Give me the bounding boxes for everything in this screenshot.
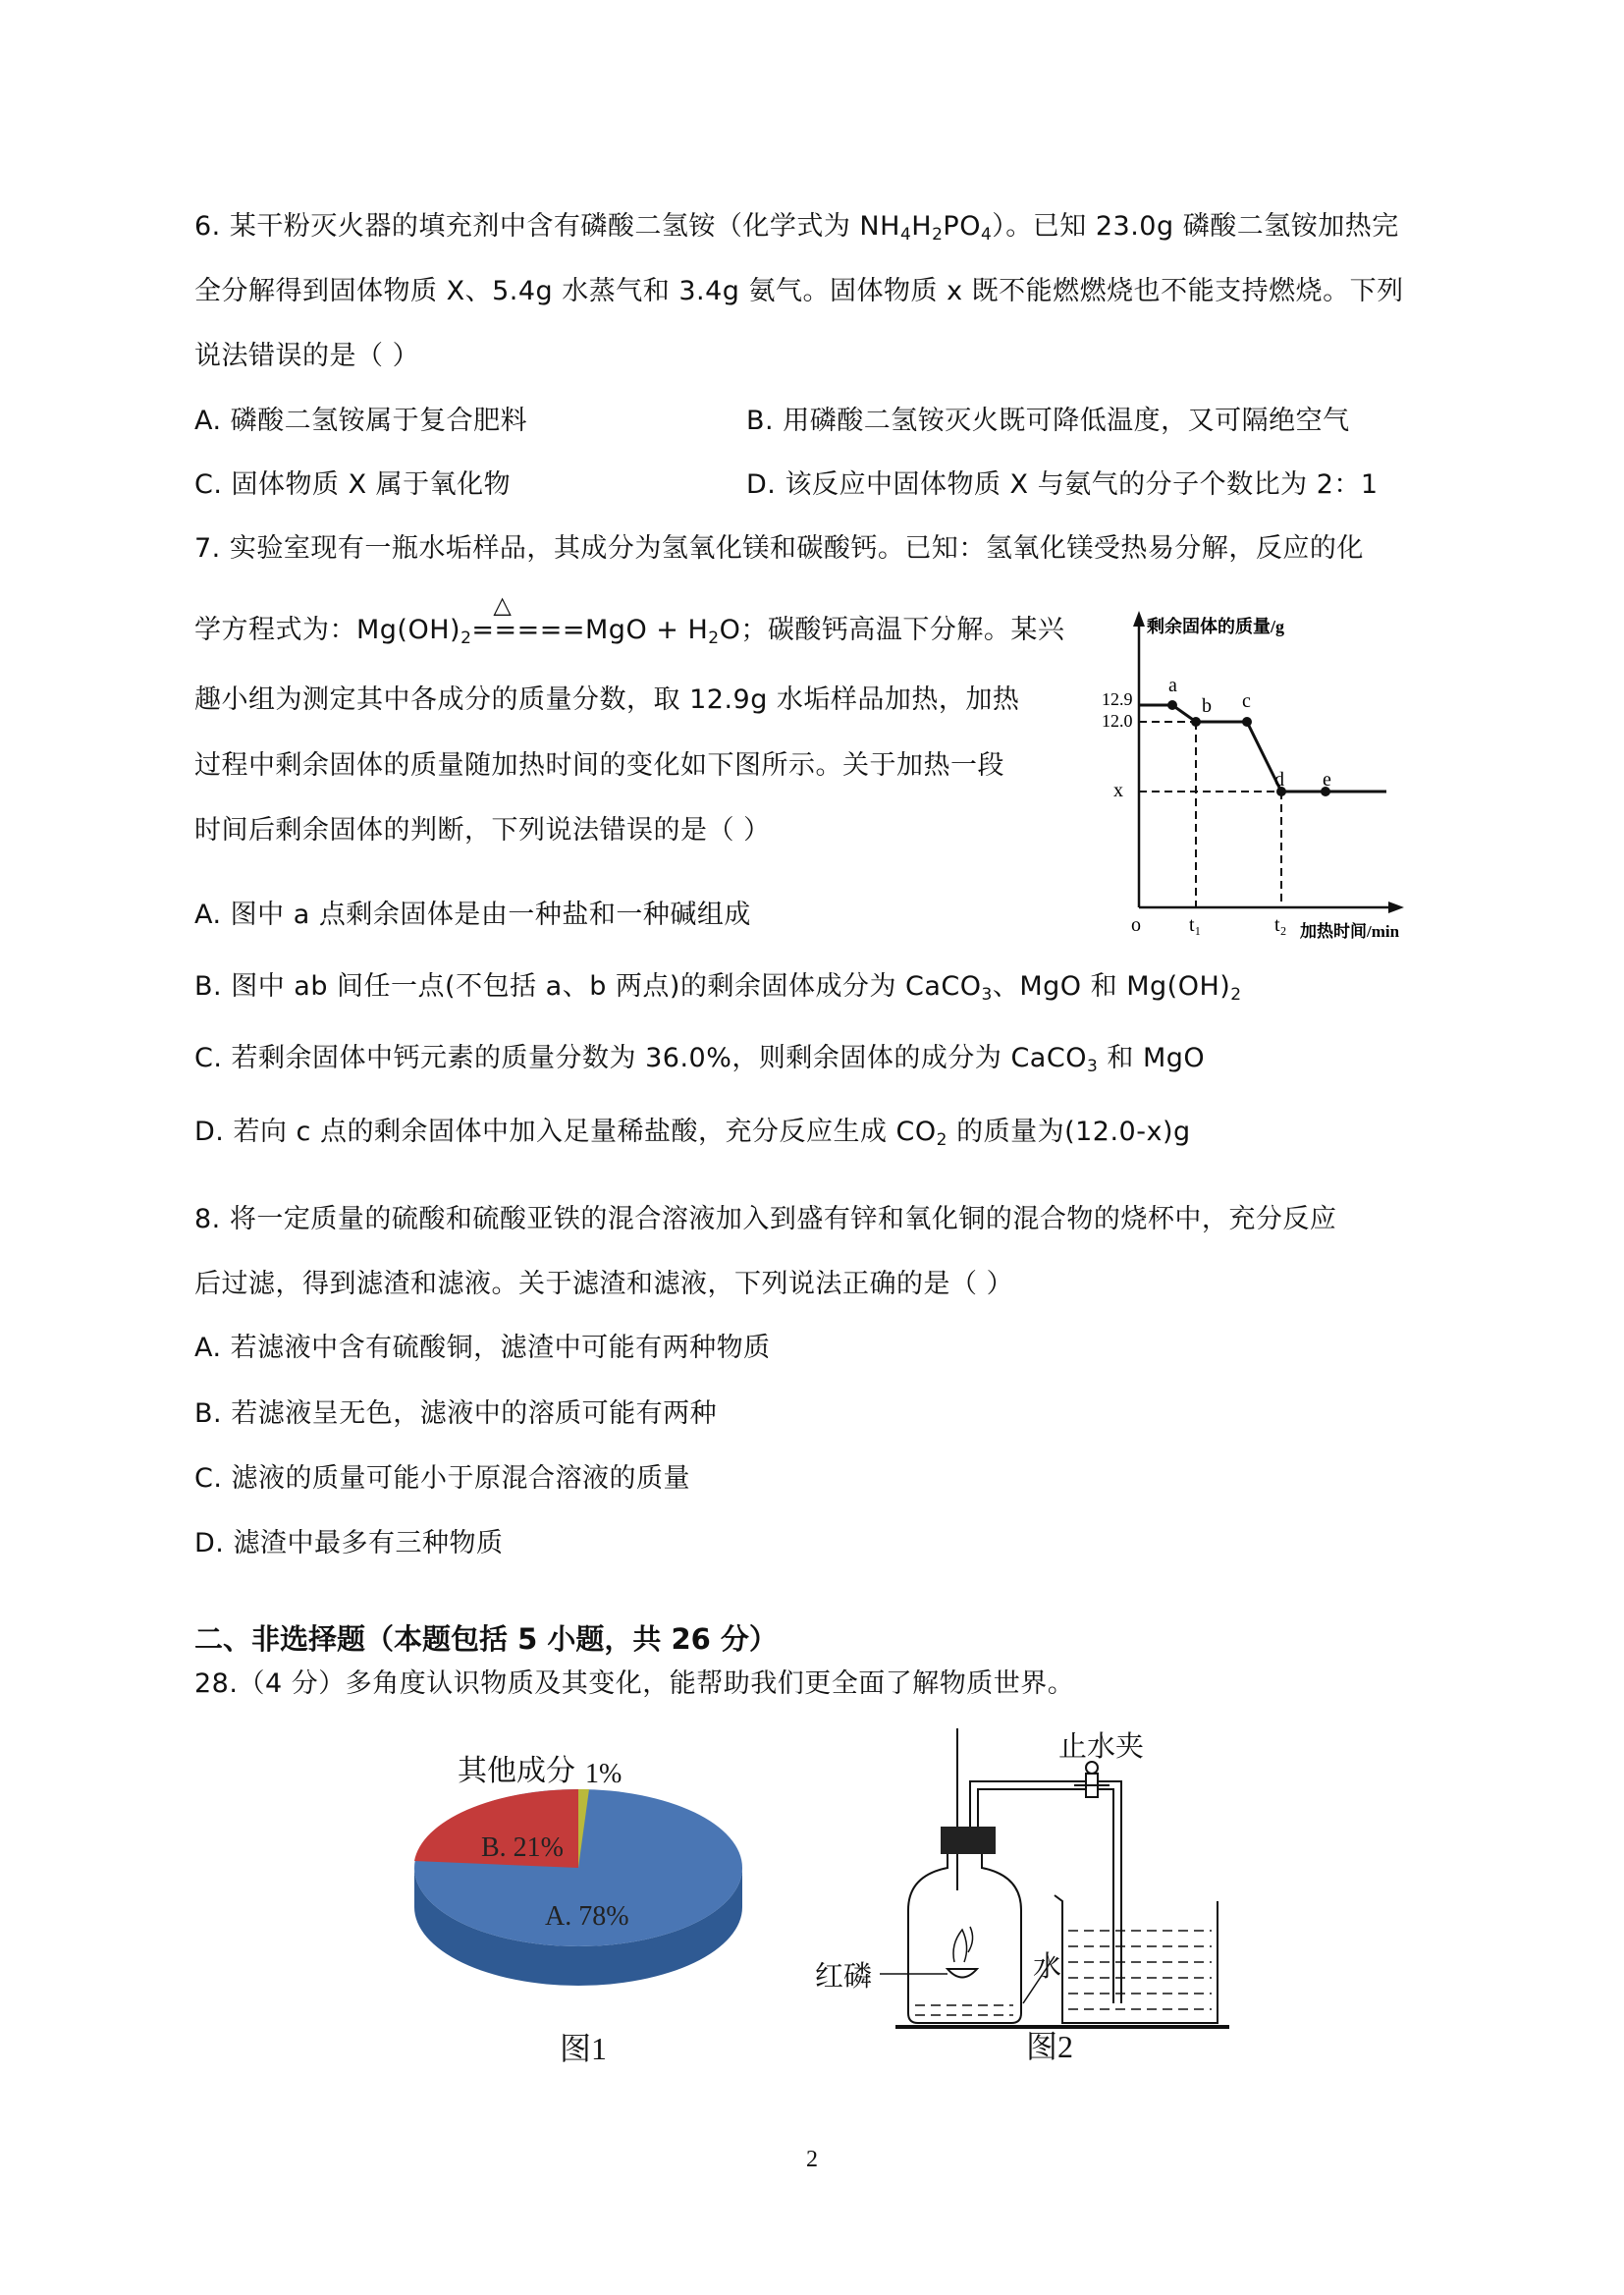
- q7-option-d: D. 若向 c 点的剩余固体中加入足量稀盐酸，充分反应生成 $CO_2$ 的质量为(12.0-x)g: [194, 1117, 1191, 1150]
- point-label-a: a: [1168, 675, 1177, 696]
- point-label-e: e: [1323, 769, 1331, 791]
- q8-stem-line2: 后过滤，得到滤渣和滤液。关于滤渣和滤液，下列说法正确的是（ ）: [194, 1269, 1014, 1299]
- red-phosphorus-apparatus-figure: [805, 1728, 1237, 2071]
- phosphorus-label: 红磷: [815, 1959, 873, 1993]
- point-c: [1242, 717, 1252, 727]
- q7-stem-line5: 时间后剩余固体的判断，下列说法错误的是（ ）: [194, 815, 771, 846]
- point-label-c: c: [1242, 690, 1251, 712]
- mass-curve: [1139, 705, 1386, 792]
- pie-label-b: B. 21%: [481, 1832, 564, 1863]
- q6-option-d: D. 该反应中固体物质 X 与氨气的分子个数比为 2：1: [746, 469, 1379, 500]
- q7-stem-line4: 过程中剩余固体的质量随加热时间的变化如下图所示。关于加热一段: [194, 750, 1004, 781]
- beaker-water: [1068, 1931, 1212, 2009]
- point-a: [1167, 700, 1177, 710]
- q8-option-a: A. 若滤液中含有硫酸铜，滤渣中可能有两种物质: [194, 1333, 771, 1363]
- flame-icon: [953, 1927, 973, 1962]
- q7-option-b: B. 图中 ab 间任一点(不包括 a、b 两点)的剩余固体成分为 CaCO$_3$、MgO 和 $Mg(OH)_2$: [194, 971, 1242, 1005]
- origin-label: o: [1131, 914, 1141, 936]
- section-heading: 二、非选择题（本题包括 5 小题，共 26 分）: [194, 1622, 778, 1656]
- pie-label-other-value: 1%: [585, 1759, 623, 1789]
- q8-stem-line1: 8. 将一定质量的硫酸和硫酸亚铁的混合溶液加入到盛有锌和氧化铜的混合物的烧杯中，充分反应: [194, 1204, 1337, 1234]
- page-number: 2: [806, 2147, 818, 2172]
- q8-option-d: D. 滤渣中最多有三种物质: [194, 1528, 504, 1558]
- y-tick-12-9: 12.9: [1102, 689, 1133, 709]
- y-axis-label: 剩余固体的质量/g: [1147, 617, 1285, 636]
- pie-label-other: 其他成分: [458, 1754, 575, 1788]
- q6-stem-line2: 全分解得到固体物质 X、5.4g 水蒸气和 3.4g 氨气。固体物质 x 既不能燃燃烧也不能支持燃烧。下列: [194, 276, 1404, 306]
- q7-stem-line3: 趣小组为测定其中各成分的质量分数，取 12.9g 水垢样品加热，加热: [194, 684, 1020, 715]
- water-label: 水: [1033, 1949, 1062, 1983]
- q8-option-b: B. 若滤液呈无色，滤液中的溶质可能有两种: [194, 1398, 718, 1429]
- q6-option-a: A. 磷酸二氢铵属于复合肥料: [194, 406, 528, 436]
- x-axis-arrow: [1388, 902, 1404, 913]
- x-axis-label: 加热时间/min: [1300, 922, 1400, 941]
- q7-equation-line: 学方程式为：$Mg(OH)_2$ △ $=====MgO + H_2O$；碳酸钙高温下分解。某兴: [194, 591, 1065, 648]
- combustion-spoon: [947, 1969, 977, 1978]
- y-tick-12-0: 12.0: [1102, 711, 1133, 731]
- q8-option-c: C. 滤液的质量可能小于原混合溶液的质量: [194, 1463, 691, 1494]
- point-b: [1191, 717, 1201, 727]
- mass-vs-time-graph: [1090, 601, 1424, 949]
- q28-stem: 28.（4 分）多角度认识物质及其变化，能帮助我们更全面了解物质世界。: [194, 1668, 1075, 1699]
- q6-option-b: B. 用磷酸二氢铵灭火既可降低温度，又可隔绝空气: [746, 406, 1350, 436]
- heat-arrow: △ =====: [471, 591, 586, 645]
- x-tick-t1: t₁: [1189, 914, 1202, 936]
- y-axis-arrow: [1133, 611, 1145, 627]
- point-label-b: b: [1202, 695, 1212, 717]
- q6-stem-line3: 说法错误的是（ ）: [194, 341, 420, 371]
- point-label-d: d: [1274, 769, 1284, 791]
- q7-option-c: C. 若剩余固体中钙元素的质量分数为 36.0%，则剩余固体的成分为 CaCO$_3$ 和 MgO: [194, 1043, 1206, 1076]
- q7-option-a: A. 图中 a 点剩余固体是由一种盐和一种碱组成: [194, 900, 751, 930]
- figure1-caption: 图1: [560, 2031, 608, 2066]
- beaker: [1055, 1895, 1218, 2023]
- pie-label-a: A. 78%: [545, 1901, 629, 1932]
- air-composition-pie-figure: [403, 1743, 756, 2071]
- q7-stem-line1: 7. 实验室现有一瓶水垢样品，其成分为氢氧化镁和碳酸钙。已知：氢氧化镁受热易分解，反应的化: [194, 533, 1364, 564]
- y-tick-x: x: [1113, 780, 1123, 801]
- clamp-label: 止水夹: [1058, 1729, 1145, 1763]
- q6-option-c: C. 固体物质 X 属于氧化物: [194, 469, 512, 500]
- x-tick-t2: t₂: [1274, 914, 1287, 936]
- q6-stem-line1: 6. 某干粉灭火器的填充剂中含有磷酸二氢铵（化学式为 $NH_4H_2PO_4$）。已知 23.0g 磷酸二氢铵加热完: [194, 211, 1399, 245]
- figure2-caption: 图2: [1026, 2029, 1074, 2064]
- stopper: [941, 1827, 996, 1854]
